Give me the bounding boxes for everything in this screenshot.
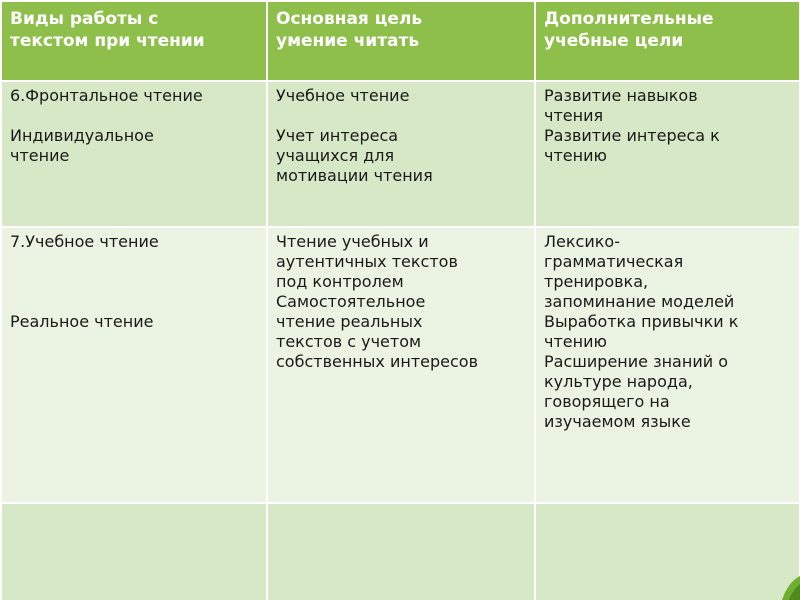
table-cell: Чтение учебных и аутентичных текстов под контролем Самостоятельное чтение реальных текстов с учетом собственных интересов bbox=[267, 227, 535, 503]
table-cell: 7.Учебное чтение Реальное чтение bbox=[1, 227, 267, 503]
table-cell: 6.Фронтальное чтение Индивидуальное чтение bbox=[1, 81, 267, 227]
table-cell: Учебное чтение Учет интереса учащихся для мотивации чтения bbox=[267, 81, 535, 227]
corner-decoration-icon bbox=[770, 570, 800, 600]
table-cell bbox=[267, 503, 535, 600]
table-cell: Лексико- грамматическая тренировка, запоминание моделей Выработка привычки к чтению Расширение знаний о культуре народа, говорящего на изучаемом языке bbox=[535, 227, 800, 503]
table-cell bbox=[535, 503, 800, 600]
table-cell bbox=[1, 503, 267, 600]
table-row bbox=[1, 81, 800, 227]
table-cell: Развитие навыков чтения Развитие интереса к чтению bbox=[535, 81, 800, 227]
header-cell-work-types: Виды работы с текстом при чтении bbox=[1, 1, 267, 81]
table-header-row bbox=[1, 1, 800, 81]
table-row bbox=[1, 227, 800, 503]
table-row bbox=[1, 503, 800, 600]
header-cell-extra-goals: Дополнительные учебные цели bbox=[535, 1, 800, 81]
header-cell-main-goal: Основная цель умение читать bbox=[267, 1, 535, 81]
